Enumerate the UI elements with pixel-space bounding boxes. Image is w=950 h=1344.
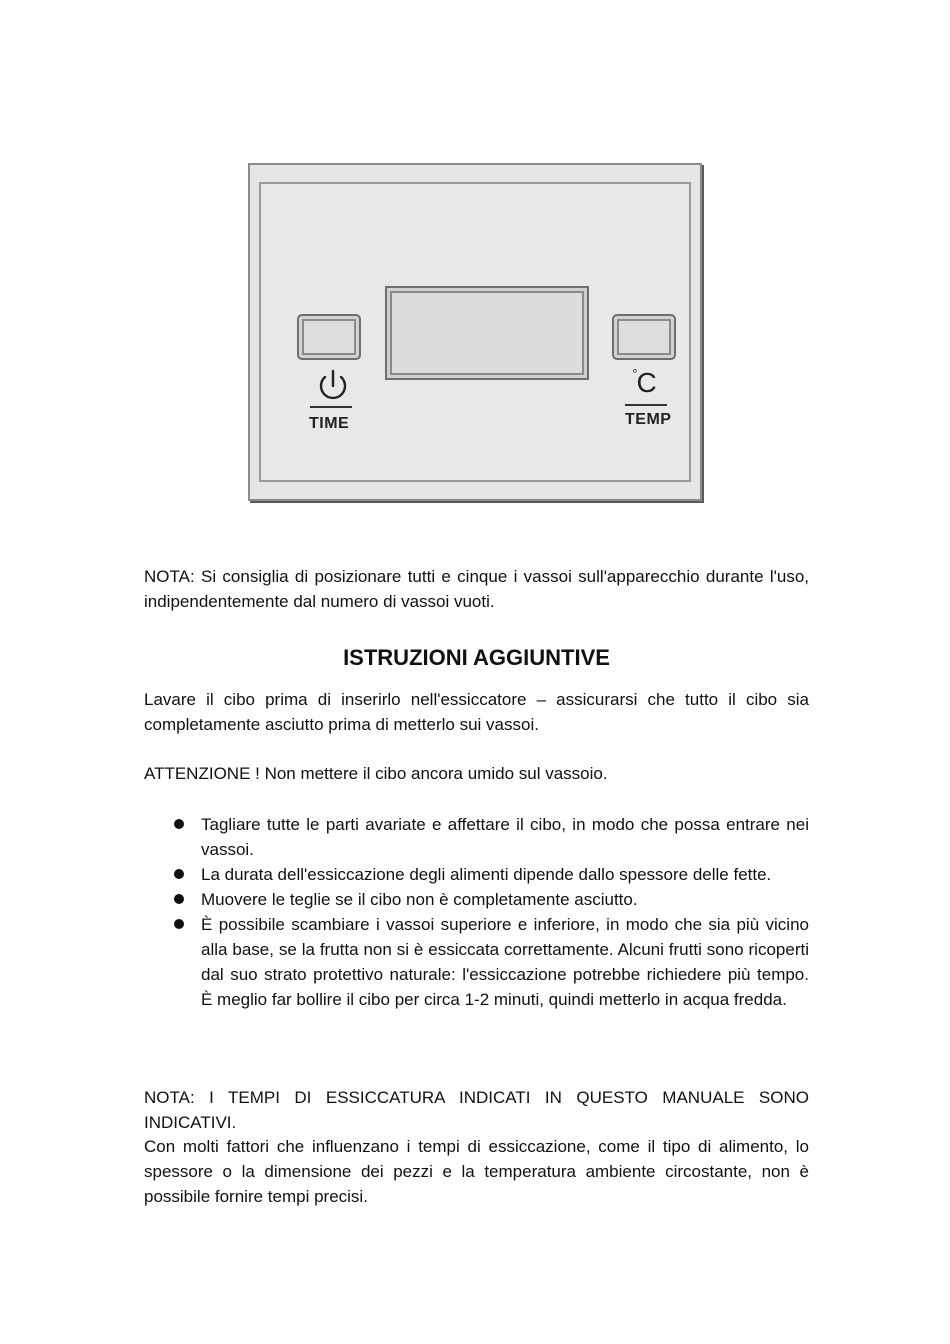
bullet-icon xyxy=(174,819,184,829)
list-item-text: Muovere le teglie se il cibo non è completamente asciutto. xyxy=(201,890,638,909)
drying-times-note: NOTA: I TEMPI DI ESSICCATURA INDICATI IN QUESTO MANUALE SONO INDICATIVI. xyxy=(144,1088,809,1132)
temp-key xyxy=(612,314,676,360)
list-item xyxy=(170,862,809,887)
list-item xyxy=(170,912,809,1012)
celsius-icon xyxy=(617,365,671,405)
bullet-icon xyxy=(174,919,184,929)
list-item-text: La durata dell'essiccazione degli alimenti dipende dallo spessore delle fette. xyxy=(201,865,772,884)
list-item-text: È possibile scambiare i vassoi superiore e inferiore, in modo che sia più vicino alla base, se la frutta non si è essiccata correttamente. Alcuni frutti sono ricoperti dal suo strato protettivo naturale: l'essiccazione potrebbe richiedere più tempo. È meglio far bollire il cibo per circa 1-2 minuti, quindi metterlo in acqua fredda. xyxy=(201,915,809,1009)
section-heading: ISTRUZIONI AGGIUNTIVE xyxy=(343,645,610,670)
control-panel-illustration xyxy=(248,163,702,501)
temp-label: TEMP xyxy=(625,411,672,428)
power-icon xyxy=(313,368,353,404)
list-item xyxy=(170,887,809,912)
list-item xyxy=(170,812,809,862)
tips-list xyxy=(170,812,809,1012)
note-paragraph: NOTA: Si consiglia di posizionare tutti e cinque i vassoi sull'apparecchio durante l'uso, indipendentemente dal numero di vassoi vuoti. xyxy=(144,567,809,611)
wash-paragraph: Lavare il cibo prima di inserirlo nell'essiccatore – assicurarsi che tutto il cibo sia completamente asciutto prima di metterlo sui vassoi. xyxy=(144,690,809,734)
temp-divider xyxy=(625,404,667,406)
list-item-text: Tagliare tutte le parti avariate e affettare il cibo, in modo che possa entrare nei vassoi. xyxy=(201,815,809,859)
warning-paragraph: ATTENZIONE ! Non mettere il cibo ancora umido sul vassoio. xyxy=(144,764,608,783)
celsius-letter: C xyxy=(636,367,657,398)
time-key xyxy=(297,314,361,360)
bullet-icon xyxy=(174,869,184,879)
degree-symbol: ° xyxy=(632,366,638,381)
drying-times-paragraph: Con molti fattori che influenzano i tempi di essiccazione, come il tipo di alimento, lo spessore o la dimensione dei pezzi e la temperatura ambiente circostante, non è possibile fornire tempi precisi. xyxy=(144,1137,809,1206)
bullet-icon xyxy=(174,894,184,904)
time-divider xyxy=(310,406,352,408)
display-window xyxy=(385,286,589,380)
control-panel-face xyxy=(259,182,691,482)
time-label: TIME xyxy=(309,415,350,432)
